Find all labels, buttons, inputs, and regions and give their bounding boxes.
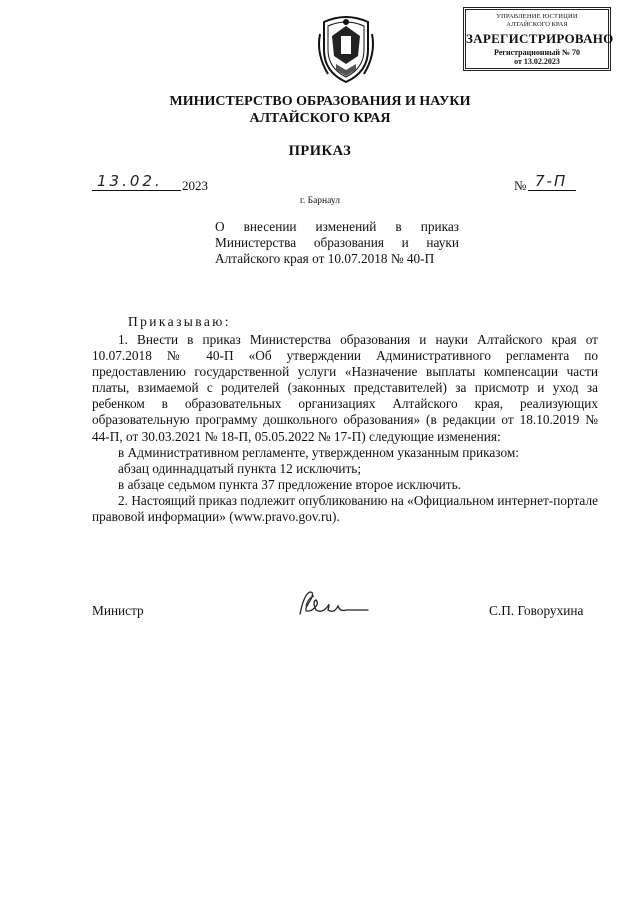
ministry-name bbox=[0, 93, 640, 127]
body-paragraph: в Административном регламенте, утвержденном указанным приказом: bbox=[118, 444, 519, 460]
document-city: г. Барнаул bbox=[300, 196, 340, 206]
decree-word: Приказываю: bbox=[128, 314, 231, 329]
stamp-registration-date: от 13.02.2023 bbox=[514, 57, 560, 66]
stamp-registration-number: Регистрационный № 70 bbox=[494, 48, 580, 57]
signatory-name: С.П. Говорухина bbox=[489, 603, 584, 618]
registration-stamp bbox=[463, 7, 614, 71]
handwritten-number: 7-П bbox=[535, 172, 568, 190]
body-paragraph: 2. Настоящий приказ подлежит опубликованию на «Официальном интернет-портале правовой информации» (www.pravo.gov.ru). bbox=[92, 492, 598, 525]
stamp-status: ЗАРЕГИСТРИРОВАНО bbox=[466, 31, 614, 46]
body-paragraph: в абзаце седьмом пункта 37 предложение второе исключить. bbox=[118, 476, 461, 492]
document-subject: О внесении изменений в приказ Министерства образования и науки Алтайского края от 10.07.2018 № 40-П bbox=[215, 219, 459, 266]
ministry-name-line2: АЛТАЙСКОГО КРАЯ bbox=[249, 111, 391, 126]
handwritten-date: 13.02. bbox=[97, 172, 163, 190]
stamp-authority-line2: АЛТАЙСКОГО КРАЯ bbox=[506, 20, 568, 28]
date-underline bbox=[92, 190, 181, 191]
body-paragraph: абзац одиннадцатый пункта 12 исключить; bbox=[118, 460, 362, 476]
document-type: ПРИКАЗ bbox=[288, 143, 352, 159]
number-underline bbox=[528, 190, 576, 191]
signatory-role: Министр bbox=[92, 603, 144, 618]
handwritten-signature bbox=[294, 588, 374, 622]
state-emblem bbox=[312, 14, 380, 86]
ministry-name-line1: МИНИСТЕРСТВО ОБРАЗОВАНИЯ И НАУКИ bbox=[169, 94, 471, 109]
body-paragraph: 1. Внести в приказ Министерства образования и науки Алтайского края от 10.07.2018 № 40-П «Об утверждении Административного регламента по предоставлению государственной услуги «Назначение выплаты компенсации части платы, взимаемой с родителей (законных представителей) за присмотр и уход за ребенком в образовательных организациях Алтайского края, реализующих образовательную программу дошкольного образования» (в редакции от 18.10.2019 № 44-П, от 30.03.2021 № 18-П, 05.05.2022 № 17-П) следующие изменения: bbox=[92, 332, 598, 444]
document-year: 2023 bbox=[182, 178, 208, 193]
stamp-authority-line1: УПРАВЛЕНИЕ ЮСТИЦИИ bbox=[496, 13, 578, 20]
number-sign: № bbox=[514, 178, 527, 193]
document-body bbox=[92, 332, 598, 525]
